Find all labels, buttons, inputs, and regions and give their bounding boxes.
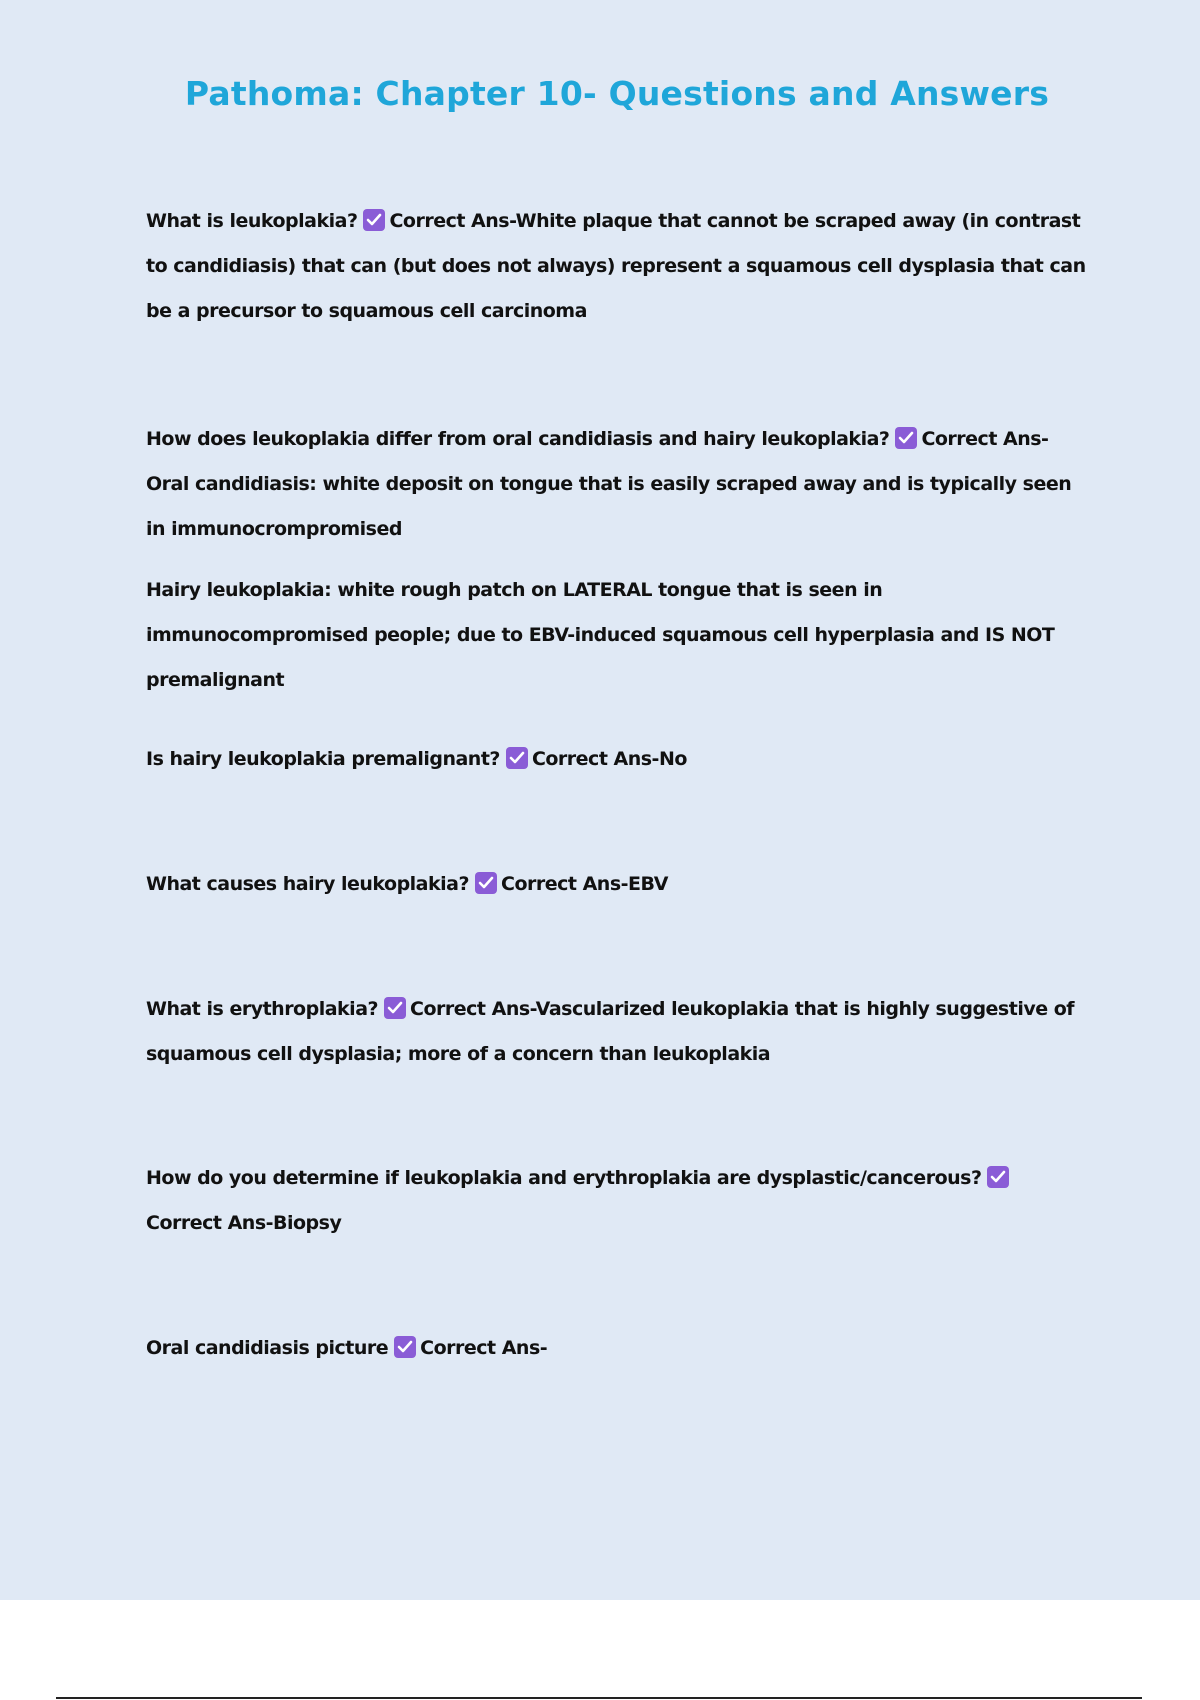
question-text: Is hairy leukoplakia premalignant?: [146, 748, 500, 770]
qa-item-4: [146, 862, 1086, 907]
qa-item-1: [146, 199, 1086, 334]
qa-item-6: [146, 1156, 1086, 1246]
qa-item-5: [146, 987, 1086, 1077]
checkbox-checked-icon: [895, 427, 917, 449]
checkbox-checked-icon: [987, 1166, 1009, 1188]
qa-item-7: [146, 1326, 1086, 1371]
question-text: What is leukoplakia?: [146, 210, 358, 232]
qa-item-2: [146, 417, 1086, 703]
checkbox-checked-icon: [363, 209, 385, 231]
checkbox-checked-icon: [506, 747, 528, 769]
question-text: Oral candidiasis picture: [146, 1337, 389, 1359]
checkbox-checked-icon: [394, 1336, 416, 1358]
footer-divider: [56, 1697, 1142, 1699]
question-text: What causes hairy leukoplakia?: [146, 873, 469, 895]
checkbox-checked-icon: [475, 872, 497, 894]
question-text: How do you determine if leukoplakia and erythroplakia are dysplastic/cancerous?: [146, 1167, 982, 1189]
answer-text: Correct Ans-White plaque that cannot be scraped away (in contrast to candidiasis) that can (but does not always) represent a squamous cell dysplasia that can be a precursor to squamous cell carcinoma: [146, 210, 1086, 322]
answer-text: Correct Ans-: [420, 1337, 548, 1359]
question-text: What is erythroplakia?: [146, 998, 379, 1020]
answer-text: Correct Ans-EBV: [501, 873, 668, 895]
answer-text: Correct Ans-Oral candidiasis: white deposit on tongue that is easily scraped away and is typically seen in immunocrompromised: [146, 428, 1072, 540]
page-title: Pathoma: Chapter 10- Questions and Answers: [184, 74, 1050, 113]
answer-text: Correct Ans-No: [531, 748, 687, 770]
qa-item-3: [146, 737, 1086, 782]
question-text: How does leukoplakia differ from oral candidiasis and hairy leukoplakia?: [146, 428, 890, 450]
answer-continuation: Hairy leukoplakia: white rough patch on LATERAL tongue that is seen in immunocompromised people; due to EBV-induced squamous cell hyperplasia and IS NOT premalignant: [146, 579, 1055, 691]
answer-text: Correct Ans-Biopsy: [146, 1212, 342, 1234]
answer-text: Correct Ans-Vascularized leukoplakia that is highly suggestive of squamous cell dysplasia; more of a concern than leukoplakia: [146, 998, 1075, 1065]
checkbox-checked-icon: [384, 997, 406, 1019]
